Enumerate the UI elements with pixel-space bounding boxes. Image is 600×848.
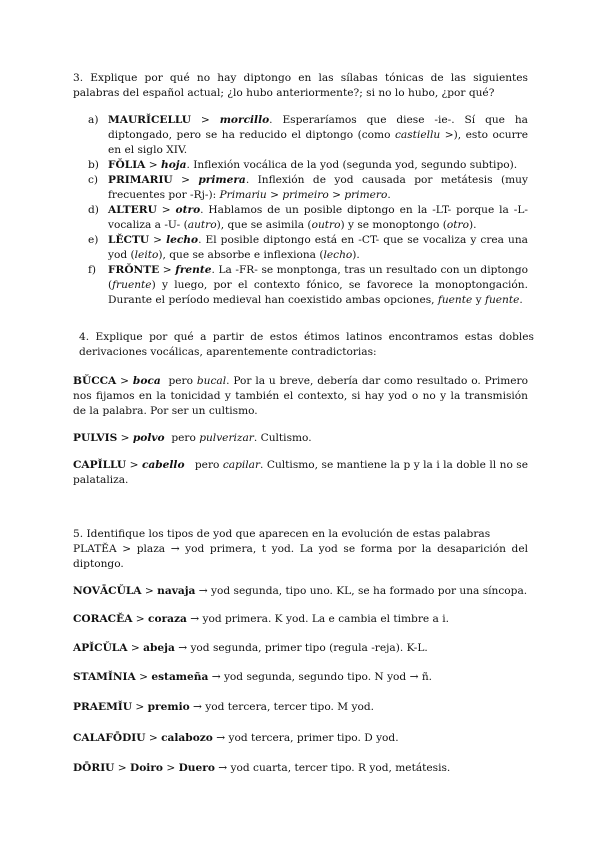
result-word: otro — [175, 204, 201, 216]
etymon: STAMĬNIA — [73, 671, 136, 683]
result-word: polvo — [132, 432, 165, 444]
italic-form: capilar — [222, 459, 261, 471]
etymon: FŎLIA — [108, 159, 146, 171]
list-item — [88, 203, 528, 233]
derivation-sign: > — [141, 585, 158, 597]
list-item — [88, 173, 528, 203]
result-word: lecho — [166, 234, 199, 246]
question-3-heading: 3. Explique por qué no hay diptongo en las sílabas tónicas de las siguientes palabras del español actual; ¿lo hubo anteriormente?; si no lo hubo, ¿por qué? — [73, 72, 528, 99]
derivation-sign: > — [149, 234, 167, 246]
derivation-row — [73, 700, 528, 715]
explanation: ) y se monoptongo ( — [340, 219, 447, 231]
etymon: ALTERU — [108, 204, 157, 216]
question-5-heading: 5. Identifique los tipos de yod que aparecen en la evolución de estas palabras — [73, 528, 491, 540]
etymon: NOVĀCŬLA — [73, 585, 142, 597]
explanation: ). — [352, 249, 360, 261]
result-word: Duero — [178, 762, 215, 774]
result-word: abeja — [143, 642, 175, 654]
result-word: primera — [198, 174, 246, 186]
list-item — [88, 263, 528, 308]
explanation: . La -FR- se monptonga, tras un resultado con un diptongo ( — [108, 264, 528, 291]
italic-form: pulverizar — [199, 432, 254, 444]
explanation: → yod primera. K yod. La e cambia el timbre a i. — [186, 613, 449, 625]
list-item — [88, 158, 528, 173]
derivation-sign: > — [135, 671, 152, 683]
etymon: CALAFŌDIU — [73, 732, 146, 744]
explanation: y — [472, 294, 486, 306]
etymon: FRŎNTE — [108, 264, 160, 276]
list-marker: e) — [88, 234, 99, 246]
derivation-sign: > — [127, 642, 144, 654]
etymon: DŌRIU — [73, 762, 115, 774]
etymon: APĬCŬLA — [73, 642, 128, 654]
explanation: >), esto ocurre en el siglo XIV. — [108, 129, 528, 156]
explanation: pero — [164, 432, 200, 444]
etymon: PRIMARIU — [108, 174, 173, 186]
italic-form: castiellu — [395, 129, 441, 141]
result-word: estameña — [151, 671, 209, 683]
explanation: . Inflexión de yod causada por metátesis (muy frecuentes por -Rj-): — [108, 174, 528, 201]
derivation-sign: > — [172, 174, 199, 186]
explanation: ). — [469, 219, 477, 231]
explanation: pero — [184, 459, 223, 471]
explanation: → yod cuarta, tercer tipo. R yod, metátesis. — [214, 762, 451, 774]
explanation: ), que se absorbe e inflexiona ( — [158, 249, 324, 261]
derivation-sign: > — [145, 732, 162, 744]
list-item — [88, 113, 528, 158]
result-word: frente — [175, 264, 212, 276]
explanation: . Inflexión vocálica de la yod (segunda yod, segundo subtipo). — [186, 159, 518, 171]
explanation: → yod segunda, segundo tipo. N yod → ñ. — [208, 671, 433, 683]
explanation: . Esperaríamos que diese -ie-. Sí que ha diptongado, pero se ha reducido el diptongo (como — [108, 114, 528, 141]
derivation-sign: > — [132, 701, 148, 713]
italic-form: autro — [187, 219, 217, 231]
result-word: navaja — [157, 585, 196, 597]
explanation: ) y luego, por el contexto fónico, se favorece la monoptongación. Durante el período medieval han coexistido ambas opciones, — [108, 279, 528, 306]
list-item — [88, 233, 528, 263]
explanation: . Por la u breve, debería dar como resultado o. Primero nos fijamos en la tonicidad y también el contexto, si hay yod o no y la transmisión de la palabra. Por ser un cultismo. — [73, 375, 528, 417]
result-word: hoja — [161, 159, 187, 171]
italic-form: fruente — [112, 279, 152, 291]
result-word: morcillo — [219, 114, 270, 126]
derivation-sign: > — [145, 159, 161, 171]
question-3-list — [88, 113, 528, 308]
list-marker: a) — [88, 114, 99, 126]
etymon: PRAEMĬU — [73, 701, 132, 713]
explanation: → yod tercera, primer tipo. D yod. — [212, 732, 399, 744]
italic-form: outro — [311, 219, 341, 231]
derivation-row — [73, 584, 528, 599]
italic-form: leito — [134, 249, 159, 261]
explanation: → yod segunda, primer tipo (regula -reja). K-L. — [174, 642, 428, 654]
italic-form: fuente — [485, 294, 520, 306]
derivation-row — [73, 612, 528, 627]
italic-form: lecho — [323, 249, 353, 261]
italic-form: Primariu > primeiro > primero — [219, 189, 388, 201]
question-4-heading: 4. Explique por qué a partir de estos étimos latinos encontramos estas dobles derivaciones vocálicas, aparentemente contradictorias: — [79, 331, 534, 358]
etymon: BŬCCA — [73, 375, 117, 387]
etymon: LĔCTU — [108, 234, 150, 246]
paragraph-capillu — [73, 458, 528, 488]
explanation: ), que se asimila ( — [216, 219, 312, 231]
derivation-sign: > — [117, 432, 133, 444]
explanation: . Cultismo. — [253, 432, 312, 444]
result-word: premio — [147, 701, 190, 713]
explanation: . — [387, 189, 391, 201]
result-word: cabello — [141, 459, 185, 471]
derivation-sign: > — [114, 762, 131, 774]
list-marker: c) — [88, 174, 99, 186]
list-marker: b) — [88, 159, 99, 171]
derivation-row — [73, 670, 528, 685]
derivation-row — [73, 731, 528, 746]
explanation: → yod tercera, tercer tipo. M yod. — [189, 701, 374, 713]
italic-form: bucal — [196, 375, 227, 387]
explanation: . Hablamos de un posible diptongo en la -LT- porque la -L- vocaliza a -U- ( — [108, 204, 528, 231]
list-marker: d) — [88, 204, 99, 216]
derivation-row — [73, 641, 528, 656]
etymon: CAPĬLLU — [73, 459, 127, 471]
explanation: pero — [160, 375, 197, 387]
explanation: → yod segunda, tipo uno. KL, se ha formado por una síncopa. — [195, 585, 528, 597]
derivation-sign: > — [116, 375, 133, 387]
derivation-sign: > — [132, 613, 149, 625]
result-word: calabozo — [161, 732, 213, 744]
derivation-sign: > — [159, 264, 176, 276]
result-word: boca — [132, 375, 161, 387]
etymon: MAURĬCELLU — [108, 114, 192, 126]
italic-form: fuente — [437, 294, 473, 306]
derivation-sign: > — [156, 204, 176, 216]
derivation-sign: > — [162, 762, 179, 774]
derivation-row — [73, 761, 528, 776]
list-marker: f) — [88, 264, 97, 276]
result-word: Doiro — [130, 762, 163, 774]
derivation-sign: > — [191, 114, 220, 126]
explanation: . Cultismo, se mantiene la p y la i la doble ll no se palataliza. — [73, 459, 528, 486]
result-word: coraza — [148, 613, 187, 625]
derivation-sign: > — [126, 459, 142, 471]
explanation: . El posible diptongo está en -CT- que se vocaliza y crea una yod ( — [108, 234, 528, 261]
etymon: CORACĔA — [73, 613, 133, 625]
paragraph-pulvis — [73, 431, 528, 446]
paragraph-bucca — [73, 374, 528, 419]
etymon: PULVIS — [73, 432, 118, 444]
italic-form: otro — [446, 219, 469, 231]
question-5-block — [73, 527, 528, 572]
question-5-intro: PLATĔA > plaza → yod primera, t yod. La yod se forma por la desaparición del diptongo. — [73, 543, 528, 570]
explanation: . — [519, 294, 523, 306]
